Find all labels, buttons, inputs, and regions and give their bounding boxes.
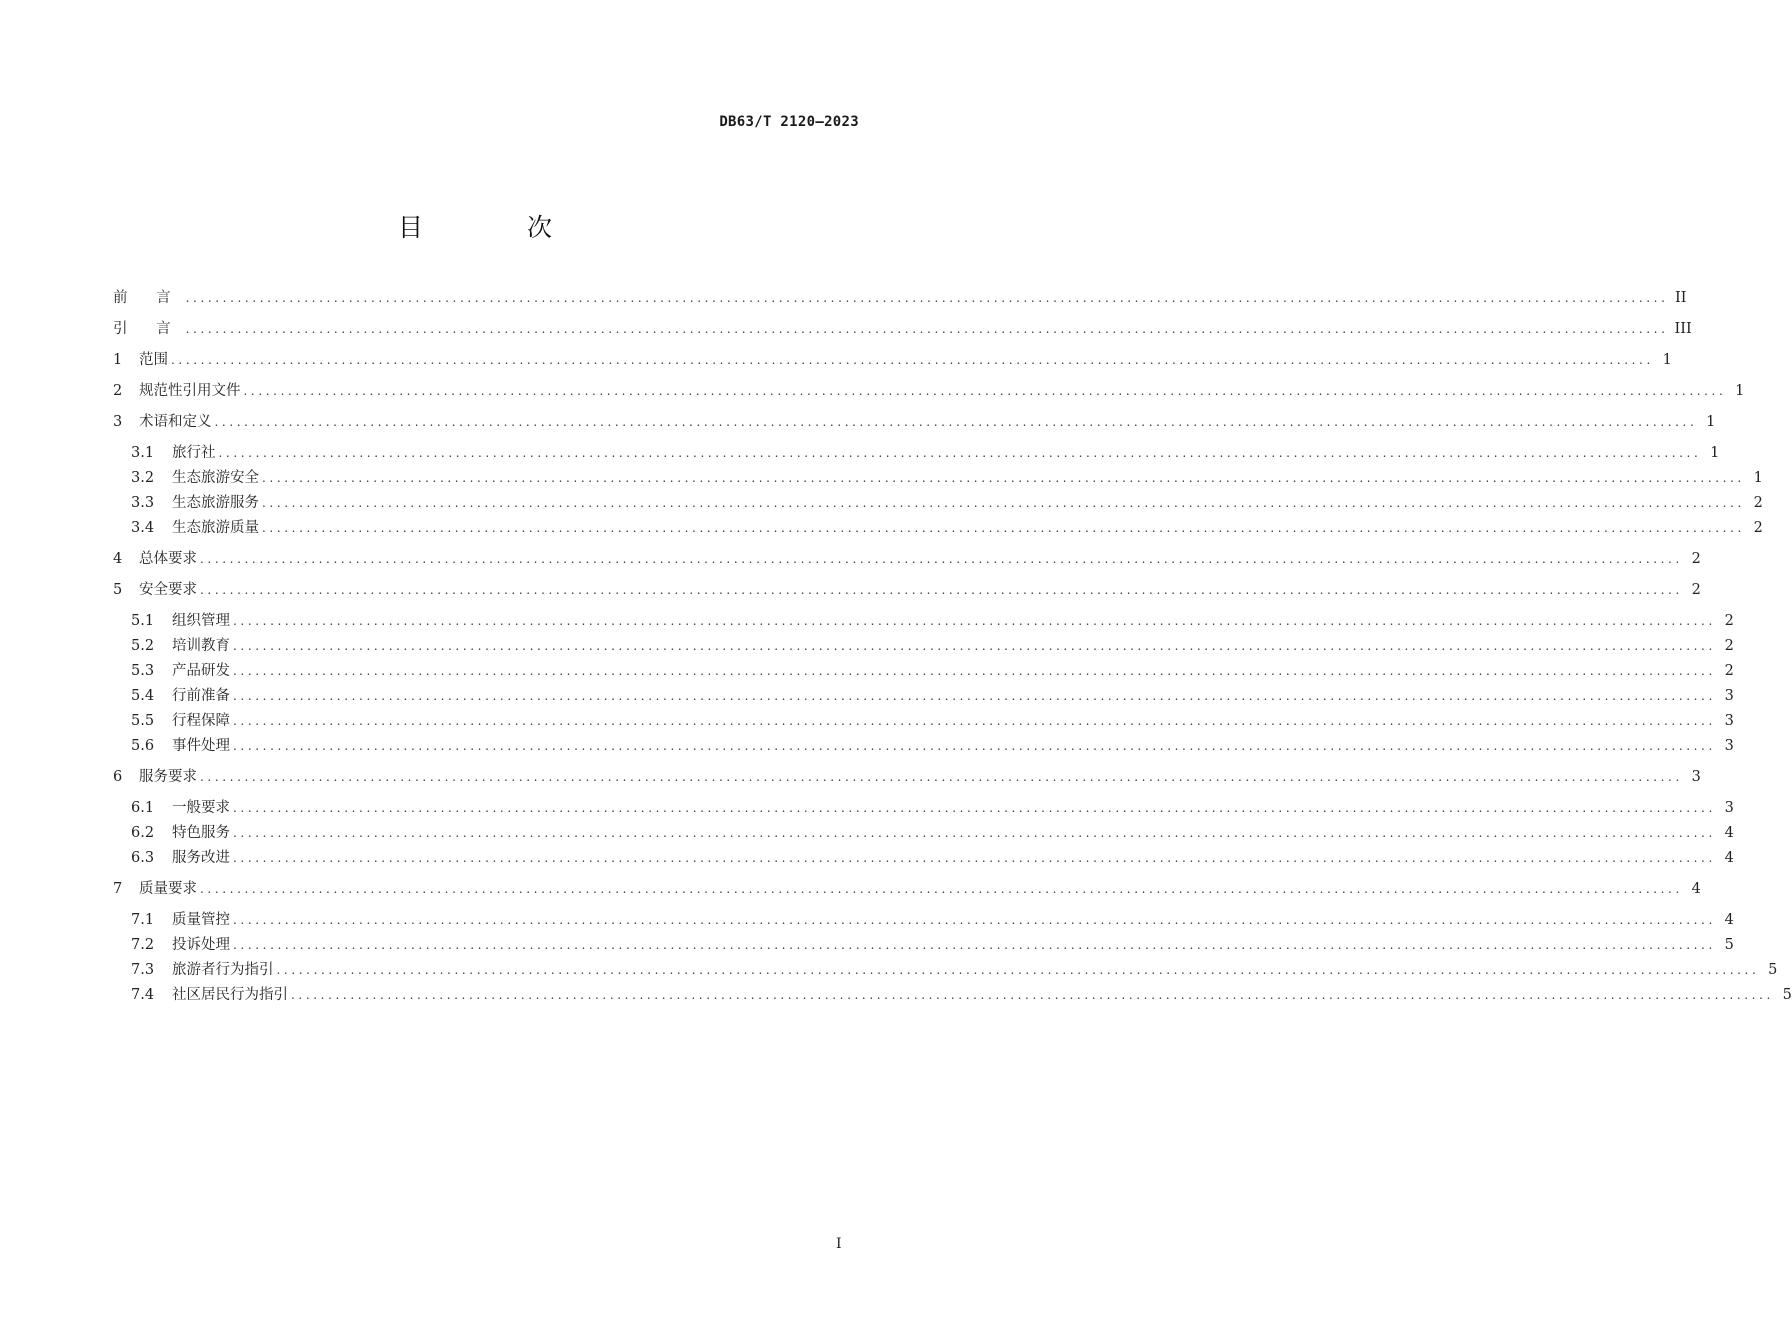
toc-entry-label: 生态旅游服务 bbox=[172, 495, 259, 511]
toc-entry-number: 7.2 bbox=[131, 937, 155, 953]
toc-dot-leader: ........................................................................................................................................................................................................ bbox=[200, 770, 1683, 784]
toc-entry-number: 5.1 bbox=[131, 613, 155, 629]
toc-entry-page: 1 bbox=[1735, 383, 1745, 399]
toc-entry-label: 产品研发 bbox=[172, 663, 230, 679]
toc-entry[interactable] bbox=[131, 797, 1734, 819]
toc-entry-page: III bbox=[1674, 321, 1692, 337]
toc-entry[interactable] bbox=[131, 517, 1763, 539]
toc-entry-number: 6.2 bbox=[131, 825, 155, 841]
toc-entry[interactable] bbox=[113, 318, 1692, 340]
toc-entry-page: 1 bbox=[1710, 445, 1720, 461]
toc-entry-number: 5.3 bbox=[131, 663, 155, 679]
toc-entry[interactable] bbox=[131, 959, 1778, 981]
toc-dot-leader: ........................................................................................................................................................................................................ bbox=[233, 689, 1716, 703]
toc-entry-label: 规范性引用文件 bbox=[139, 383, 241, 399]
toc-entry-number: 3.4 bbox=[131, 520, 155, 536]
toc-entry-page: 2 bbox=[1724, 663, 1734, 679]
toc-entry-number: 6.1 bbox=[131, 800, 155, 816]
toc-entry-page: 1 bbox=[1753, 470, 1763, 486]
toc-entry-page: 3 bbox=[1724, 713, 1734, 729]
toc-dot-leader: ........................................................................................................................................................................................................ bbox=[200, 882, 1683, 896]
toc-dot-leader: ........................................................................................................................................................................................................ bbox=[200, 552, 1683, 566]
toc-entry[interactable] bbox=[131, 660, 1734, 682]
toc-entry-number: 5 bbox=[113, 582, 123, 598]
toc-entry[interactable] bbox=[131, 442, 1720, 464]
toc-entry-page: 4 bbox=[1724, 825, 1734, 841]
toc-entry-number: 7.1 bbox=[131, 912, 155, 928]
toc-entry-label: 社区居民行为指引 bbox=[172, 987, 288, 1003]
toc-entry-number: 7.3 bbox=[131, 962, 155, 978]
toc-entry[interactable] bbox=[131, 822, 1734, 844]
toc-entry-number: 5.5 bbox=[131, 713, 155, 729]
toc-entry[interactable] bbox=[131, 847, 1734, 869]
toc-entry-label: 术语和定义 bbox=[139, 414, 212, 430]
toc-dot-leader: ........................................................................................................................................................................................................ bbox=[233, 801, 1716, 815]
toc-dot-leader: ........................................................................................................................................................................................................ bbox=[233, 826, 1716, 840]
toc-entry-page: 2 bbox=[1691, 551, 1701, 567]
toc-dot-leader: ........................................................................................................................................................................................................ bbox=[262, 496, 1745, 510]
toc-entry-page: 4 bbox=[1691, 881, 1701, 897]
toc-entry-label: 行前准备 bbox=[172, 688, 230, 704]
toc-title: 目 次 bbox=[398, 213, 600, 242]
toc-entry-label: 投诉处理 bbox=[172, 937, 230, 953]
toc-entry-number: 3 bbox=[113, 414, 123, 430]
toc-entry-number: 2 bbox=[113, 383, 123, 399]
toc-entry[interactable] bbox=[131, 492, 1763, 514]
toc-entry-page: 2 bbox=[1753, 520, 1763, 536]
toc-entry-number: 5.6 bbox=[131, 738, 155, 754]
toc-entry-page: 3 bbox=[1691, 769, 1701, 785]
toc-entry-number: 3.3 bbox=[131, 495, 155, 511]
toc-entry-page: 5 bbox=[1768, 962, 1778, 978]
toc-entry-number: 3.1 bbox=[131, 445, 155, 461]
toc-entry-page: 3 bbox=[1724, 738, 1734, 754]
toc-entry[interactable] bbox=[131, 685, 1734, 707]
toc-entry-label: 行程保障 bbox=[172, 713, 230, 729]
toc-entry-page: 3 bbox=[1724, 688, 1734, 704]
toc-dot-leader: ........................................................................................................................................................................................................ bbox=[233, 739, 1716, 753]
toc-entry-label: 安全要求 bbox=[139, 582, 197, 598]
toc-entry[interactable] bbox=[131, 934, 1734, 956]
toc-entry[interactable] bbox=[113, 548, 1701, 570]
toc-entry[interactable] bbox=[113, 579, 1701, 601]
toc-entry-label: 总体要求 bbox=[139, 551, 197, 567]
toc-entry-page: 4 bbox=[1724, 912, 1734, 928]
toc-entry-label: 生态旅游安全 bbox=[172, 470, 259, 486]
toc-entry-page: 1 bbox=[1706, 414, 1716, 430]
toc-dot-leader: ........................................................................................................................................................................................................ bbox=[200, 583, 1683, 597]
toc-entry-number: 1 bbox=[113, 352, 123, 368]
toc-dot-leader: ........................................................................................................................................................................................................ bbox=[185, 322, 1669, 336]
toc-entry-page: 2 bbox=[1691, 582, 1701, 598]
toc-entry[interactable] bbox=[131, 710, 1734, 732]
toc-dot-leader: ........................................................................................................................................................................................................ bbox=[233, 714, 1716, 728]
page-number: I bbox=[836, 1236, 842, 1252]
toc-entry-page: 2 bbox=[1724, 638, 1734, 654]
toc-entry-page: 2 bbox=[1753, 495, 1763, 511]
toc-dot-leader: ........................................................................................................................................................................................................ bbox=[233, 851, 1716, 865]
toc-dot-leader: ........................................................................................................................................................................................................ bbox=[276, 963, 1760, 977]
toc-dot-leader: ........................................................................................................................................................................................................ bbox=[218, 446, 1702, 460]
toc-dot-leader: ........................................................................................................................................................................................................ bbox=[243, 384, 1727, 398]
toc-entry-number: 4 bbox=[113, 551, 123, 567]
toc-entry[interactable] bbox=[113, 411, 1716, 433]
toc-entry-label: 范围 bbox=[139, 352, 168, 368]
toc-dot-leader: ........................................................................................................................................................................................................ bbox=[233, 938, 1716, 952]
toc-entry[interactable] bbox=[131, 735, 1734, 757]
toc-entry-label: 服务改进 bbox=[172, 850, 230, 866]
toc-entry-page: II bbox=[1675, 290, 1687, 306]
toc-dot-leader: ........................................................................................................................................................................................................ bbox=[262, 471, 1745, 485]
toc-dot-leader: ........................................................................................................................................................................................................ bbox=[185, 291, 1669, 305]
toc-entry[interactable] bbox=[113, 380, 1745, 402]
toc-entry-page: 5 bbox=[1724, 937, 1734, 953]
toc-entry-number: 6.3 bbox=[131, 850, 155, 866]
toc-entry[interactable] bbox=[131, 610, 1734, 632]
toc-entry[interactable] bbox=[131, 635, 1734, 657]
toc-entry-label: 生态旅游质量 bbox=[172, 520, 259, 536]
toc-dot-leader: ........................................................................................................................................................................................................ bbox=[233, 913, 1716, 927]
toc-dot-leader: ........................................................................................................................................................................................................ bbox=[291, 988, 1774, 1002]
document-code: DB63/T 2120—2023 bbox=[719, 114, 859, 130]
toc-entry-page: 2 bbox=[1724, 613, 1734, 629]
toc-dot-leader: ........................................................................................................................................................................................................ bbox=[233, 639, 1716, 653]
toc-entry[interactable] bbox=[131, 467, 1763, 489]
toc-entry-label: 服务要求 bbox=[139, 769, 197, 785]
toc-entry-page: 5 bbox=[1782, 987, 1792, 1003]
toc-entry-number: 5.4 bbox=[131, 688, 155, 704]
toc-entry-label: 质量要求 bbox=[139, 881, 197, 897]
toc-entry-number: 3.2 bbox=[131, 470, 155, 486]
toc-entry-label: 旅游者行为指引 bbox=[172, 962, 274, 978]
toc-entry[interactable] bbox=[113, 287, 1687, 309]
toc-entry-label: 组织管理 bbox=[172, 613, 230, 629]
toc-entry-label: 前 言 bbox=[113, 290, 183, 306]
toc-dot-leader: ........................................................................................................................................................................................................ bbox=[171, 353, 1654, 367]
toc-entry-number: 7 bbox=[113, 881, 123, 897]
toc-dot-leader: ........................................................................................................................................................................................................ bbox=[233, 614, 1716, 628]
toc-entry-number: 7.4 bbox=[131, 987, 155, 1003]
toc-entry[interactable] bbox=[131, 984, 1792, 1006]
toc-entry-label: 一般要求 bbox=[172, 800, 230, 816]
toc-entry[interactable] bbox=[113, 766, 1701, 788]
toc-entry-label: 质量管控 bbox=[172, 912, 230, 928]
toc-entry-label: 旅行社 bbox=[172, 445, 216, 461]
toc-dot-leader: ........................................................................................................................................................................................................ bbox=[262, 521, 1745, 535]
toc-entry-label: 培训教育 bbox=[172, 638, 230, 654]
toc-entry-label: 特色服务 bbox=[172, 825, 230, 841]
toc-entry[interactable] bbox=[113, 349, 1672, 371]
toc-entry[interactable] bbox=[131, 909, 1734, 931]
toc-entry-page: 3 bbox=[1724, 800, 1734, 816]
toc-dot-leader: ........................................................................................................................................................................................................ bbox=[233, 664, 1716, 678]
toc-entry[interactable] bbox=[113, 878, 1701, 900]
toc-entry-label: 事件处理 bbox=[172, 738, 230, 754]
toc-entry-page: 1 bbox=[1662, 352, 1672, 368]
toc-dot-leader: ........................................................................................................................................................................................................ bbox=[214, 415, 1698, 429]
toc-entry-page: 4 bbox=[1724, 850, 1734, 866]
toc-entry-number: 5.2 bbox=[131, 638, 155, 654]
toc-entry-number: 6 bbox=[113, 769, 123, 785]
toc-entry-label: 引 言 bbox=[113, 321, 183, 337]
